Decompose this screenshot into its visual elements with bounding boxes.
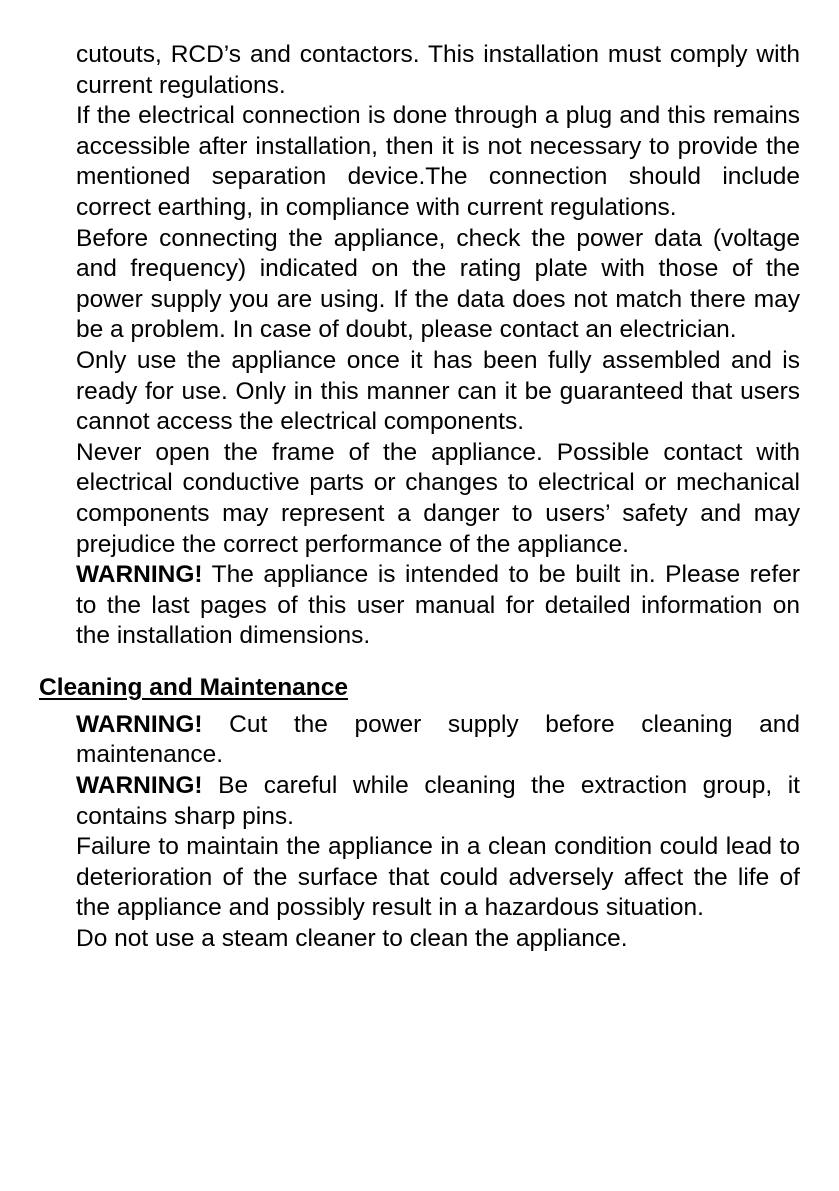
section-heading-cleaning-maintenance: Cleaning and Maintenance: [39, 673, 349, 701]
paragraph-power-data-check: [76, 224, 800, 346]
paragraph-sharp-pins-warning: [76, 771, 800, 832]
paragraph-text: cutouts, RCD’s and contactors. This installation must comply with current regulations.: [76, 41, 800, 99]
paragraph-plug-connection: [76, 101, 800, 223]
manual-page: [0, 40, 839, 955]
paragraph-text: Before connecting the appliance, check the power data (voltage and frequency) indicated on the rating plate with those of the power supply you are using. If the data does not match there may be a problem. In case of doubt, please contact an electrician.: [76, 224, 800, 344]
paragraph-clean-condition: [76, 832, 800, 924]
warning-label: WARNING!: [76, 561, 203, 589]
paragraph-fully-assembled: [76, 346, 800, 438]
paragraph-text: Failure to maintain the appliance in a clean condition could lead to deterioration of the surface that could adversely affect the life of the appliance and possibly result in a hazardous situation.: [76, 833, 800, 922]
paragraph-installation-compliance: [76, 40, 800, 101]
paragraph-text: Never open the frame of the appliance. Possible contact with electrical conductive parts or changes to electrical or mechanical components may represent a danger to users’ safety and may prejudice the correct performance of the appliance.: [76, 438, 800, 558]
paragraph-text: Be careful while cleaning the extraction group, it contains sharp pins.: [76, 772, 800, 830]
paragraph-built-in-warning: [76, 560, 800, 652]
warning-label: WARNING!: [76, 710, 203, 738]
paragraph-never-open-frame: [76, 438, 800, 560]
paragraph-text: Only use the appliance once it has been fully assembled and is ready for use. Only in this manner can it be guaranteed that users cannot access the electrical components.: [76, 346, 800, 436]
paragraph-cut-power-warning: [76, 710, 800, 771]
cleaning-section-body: [0, 710, 839, 955]
paragraph-text: Do not use a steam cleaner to clean the appliance.: [76, 925, 628, 953]
paragraph-no-steam-cleaner: [76, 924, 800, 955]
paragraph-text: The appliance is intended to be built in. Please refer to the last pages of this user manual for detailed information on the installation dimensions.: [76, 561, 800, 650]
paragraph-text: Cut the power supply before cleaning and maintenance.: [76, 710, 800, 769]
warning-label: WARNING!: [76, 772, 203, 800]
paragraph-text: If the electrical connection is done through a plug and this remains accessible after installation, then it is not necessary to provide the mentioned separation device.The connection should include correct earthing, in compliance with current regulations.: [76, 102, 800, 221]
